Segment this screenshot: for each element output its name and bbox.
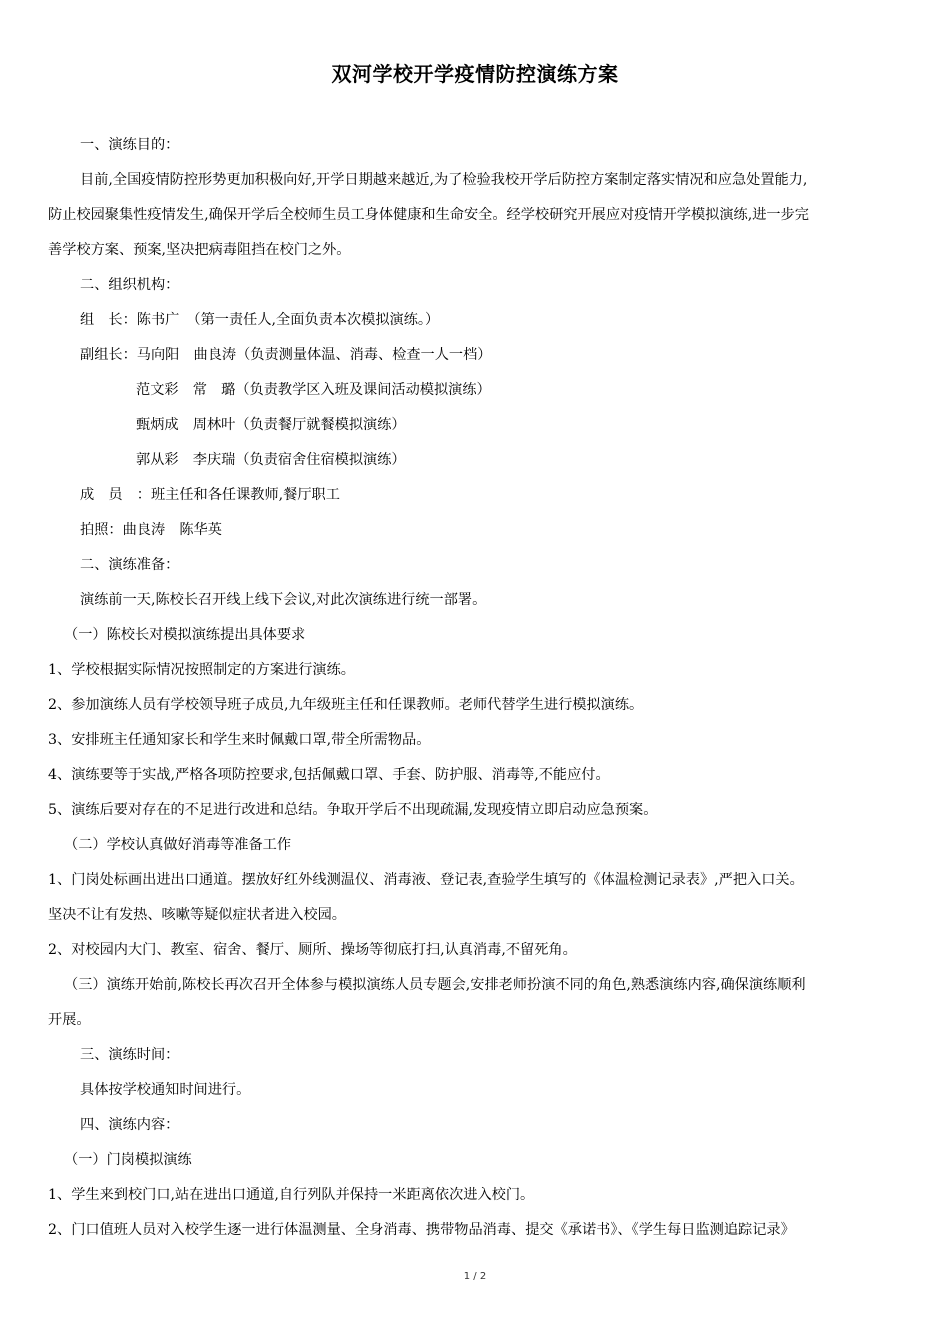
list-item: 5、演练后要对存在的不足进行改进和总结。争取开学后不出现疏漏,发现疫情立即启动应急预案。 [48, 802, 658, 818]
org-line: 范文彩 常 璐（负责教学区入班及课间活动模拟演练） [136, 382, 491, 398]
document-title: 双河学校开学疫情防控演练方案 [331, 62, 619, 86]
subsection-heading: （二）学校认真做好消毒等准备工作 [64, 837, 292, 853]
subsection-heading: （一）陈校长对模拟演练提出具体要求 [64, 627, 306, 643]
page-indicator: 1 / 2 [463, 1271, 487, 1282]
org-line: 甄炳成 周林叶（负责餐厅就餐模拟演练） [136, 417, 406, 433]
list-item: 坚决不让有发热、咳嗽等疑似症状者进入校园。 [48, 907, 346, 923]
list-item: 1、学生来到校门口,站在进出口通道,自行列队并保持一米距离依次进入校门。 [48, 1187, 535, 1203]
list-item: 1、学校根据实际情况按照制定的方案进行演练。 [48, 662, 355, 678]
subsection-heading: （一）门岗模拟演练 [64, 1152, 192, 1168]
paragraph-line: 防止校园聚集性疫情发生,确保开学后全校师生员工身体健康和生命安全。经学校研究开展应对疫情开学模拟演练,进一步完 [48, 207, 809, 223]
section-heading: 二、组织机构： [80, 277, 180, 293]
list-item: 1、门岗处标画出进出口通道。摆放好红外线测温仪、消毒液、登记表,查验学生填写的《体温检测记录表》,严把入口关。 [48, 872, 804, 888]
org-line: 副组长：马向阳 曲良涛（负责测量体温、消毒、检查一人一档） [80, 347, 492, 363]
org-line: 郭从彩 李庆瑞（负责宿舍住宿模拟演练） [136, 452, 406, 468]
subsection-heading: （三）演练开始前,陈校长再次召开全体参与模拟演练人员专题会,安排老师扮演不同的角色,熟悉演练内容,确保演练顺利 [64, 977, 806, 993]
section-heading: 三、演练时间： [80, 1047, 180, 1063]
paragraph-line: 善学校方案、预案,坚决把病毒阻挡在校门之外。 [48, 242, 351, 258]
list-item: 2、对校园内大门、教室、宿舍、餐厅、厕所、操场等彻底打扫,认真消毒,不留死角。 [48, 942, 577, 958]
paragraph-line: 具体按学校通知时间进行。 [80, 1082, 251, 1098]
section-heading: 一、演练目的： [80, 137, 180, 153]
section-heading: 四、演练内容： [80, 1117, 180, 1133]
org-line: 成 员 ：班主任和各任课教师,餐厅职工 [80, 487, 340, 503]
section-heading: 二、演练准备： [80, 557, 180, 573]
org-line: 组 长：陈书广 （第一责任人,全面负责本次模拟演练。） [80, 312, 440, 328]
list-item: 2、门口值班人员对入校学生逐一进行体温测量、全身消毒、携带物品消毒、提交《承诺书》、《学生每日监测追踪记录》 [48, 1222, 795, 1238]
paragraph-line: 目前,全国疫情防控形势更加积极向好,开学日期越来越近,为了检验我校开学后防控方案制定落实情况和应急处置能力, [80, 172, 808, 188]
paragraph-line: 演练前一天,陈校长召开线上线下会议,对此次演练进行统一部署。 [80, 592, 487, 608]
list-item: 4、演练要等于实战,严格各项防控要求,包括佩戴口罩、手套、防护服、消毒等,不能应付。 [48, 767, 610, 783]
list-item: 3、安排班主任通知家长和学生来时佩戴口罩,带全所需物品。 [48, 732, 431, 748]
list-item: 2、参加演练人员有学校领导班子成员,九年级班主任和任课教师。老师代替学生进行模拟演练。 [48, 697, 644, 713]
paragraph-line: 开展。 [48, 1012, 91, 1028]
org-line: 拍照：曲良涛 陈华英 [80, 522, 222, 538]
